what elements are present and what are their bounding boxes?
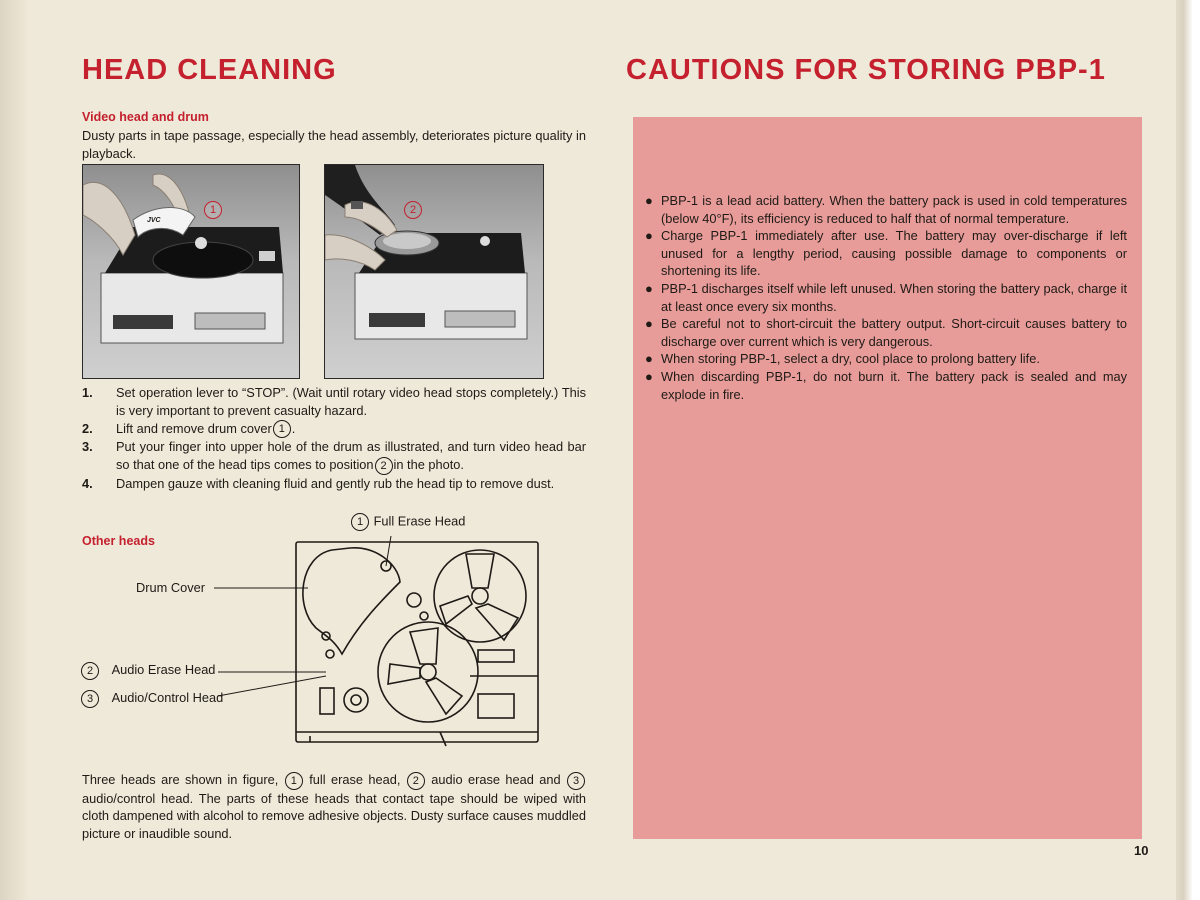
list-item — [82, 384, 586, 420]
photo-2-badge: 2 — [404, 201, 422, 219]
step-text-end: . — [291, 420, 296, 436]
audio-erase-circle: 2 — [81, 662, 99, 680]
photo-2-illustration — [325, 165, 543, 378]
page-edge — [1176, 0, 1200, 900]
page-shadow — [0, 0, 30, 900]
full-erase-text: Full Erase Head — [373, 513, 466, 529]
photo-remove-drum-cover — [82, 164, 300, 379]
full-erase-circle: 1 — [351, 513, 369, 531]
step-text: Put your finger into upper hole of the drum as illustrated, and turn video head bar so that one of the head tips comes to position — [116, 439, 586, 473]
audio-erase-text: Audio Erase Head — [111, 662, 216, 678]
step-circle-ref: 2 — [375, 457, 393, 475]
other-heads-heading: Other heads — [82, 534, 155, 548]
other-heads-description — [82, 771, 586, 842]
photo-1-logo: JVC — [147, 217, 161, 224]
list-item — [645, 368, 1127, 403]
list-item — [645, 350, 1127, 368]
step-number: 2. — [82, 420, 93, 436]
full-erase-head-label — [350, 513, 465, 531]
cleaning-steps — [82, 384, 586, 492]
list-item — [645, 315, 1127, 350]
caution-text: Charge PBP-1 immediately after use. The battery may over-discharge if left unused for a lengthy period, causing possible damage to components or shortening its life. — [661, 228, 1127, 279]
description-circle-2: 2 — [407, 772, 425, 790]
caution-text: PBP-1 discharges itself while left unused. When storing the battery pack, charge it at least once every six months. — [661, 280, 1127, 314]
step-number: 3. — [82, 439, 93, 455]
video-head-intro: Dusty parts in tape passage, especially the head assembly, deteriorates picture quality in playback. — [82, 128, 586, 161]
diagram-leader-lines — [210, 536, 470, 748]
caution-text: When storing PBP-1, select a dry, cool place to prolong battery life. — [661, 351, 1040, 367]
bullet-icon: ● — [645, 228, 653, 244]
list-item — [82, 438, 586, 474]
caution-text: When discarding PBP-1, do not burn it. The battery pack is sealed and may explode in fire. — [661, 368, 1127, 402]
step-text: Lift and remove drum cover — [116, 420, 272, 436]
step-circle-ref: 1 — [273, 420, 291, 438]
description-text: audio/control head. The parts of these heads that contact tape should be wiped with cloth dampened with alcohol to remove adhesive objects. Dusty surface causes muddled picture or inaudible sound. — [82, 790, 586, 841]
photo-1-badge: 1 — [204, 201, 222, 219]
description-text: full erase head, — [309, 772, 401, 787]
step-number: 4. — [82, 475, 93, 491]
bullet-icon: ● — [645, 351, 653, 367]
audio-control-text: Audio/Control Head — [111, 690, 224, 706]
list-item — [82, 420, 586, 439]
page-number: 10 — [1134, 843, 1149, 858]
list-item — [645, 280, 1127, 315]
description-text: Three heads are shown in figure, — [82, 772, 279, 787]
head-cleaning-title: HEAD CLEANING — [82, 54, 337, 86]
audio-control-head-label — [80, 690, 223, 708]
video-head-heading: Video head and drum — [82, 110, 209, 124]
step-number: 1. — [82, 385, 93, 400]
tape-deck-diagram — [290, 536, 542, 753]
bullet-icon: ● — [645, 368, 653, 384]
caution-text: PBP-1 is a lead acid battery. When the battery pack is used in cold temperatures (below 40°F), its efficiency is reduced to half that of normal temperature. — [661, 193, 1127, 226]
caution-text: Be careful not to short-circuit the battery output. Short-circuit causes battery to discharge over current which is very dangerous. — [661, 316, 1127, 349]
bullet-icon: ● — [645, 316, 653, 332]
cautions-title: CAUTIONS FOR STORING PBP-1 — [626, 54, 1106, 86]
bullet-icon: ● — [645, 280, 653, 296]
step-text: Dampen gauze with cleaning fluid and gently rub the head tip to remove dust. — [116, 475, 555, 491]
audio-control-circle: 3 — [81, 690, 99, 708]
description-circle-3: 3 — [567, 772, 585, 790]
list-item — [645, 227, 1127, 280]
list-item — [82, 475, 586, 493]
list-item — [645, 192, 1127, 227]
description-circle-1: 1 — [285, 772, 303, 790]
drum-cover-label: Drum Cover — [136, 580, 205, 595]
step-text: Set operation lever to “STOP”. (Wait until rotary video head stops completely.) This is very important to prevent casualty hazard. — [116, 385, 586, 418]
step-text-end: in the photo. — [393, 457, 464, 473]
photo-turn-head-bar — [324, 164, 544, 379]
bullet-icon: ● — [645, 193, 653, 208]
cautions-list — [645, 192, 1127, 403]
audio-erase-head-label — [80, 662, 215, 680]
description-text: audio erase head and — [431, 772, 561, 787]
photo-1-illustration — [83, 165, 299, 378]
